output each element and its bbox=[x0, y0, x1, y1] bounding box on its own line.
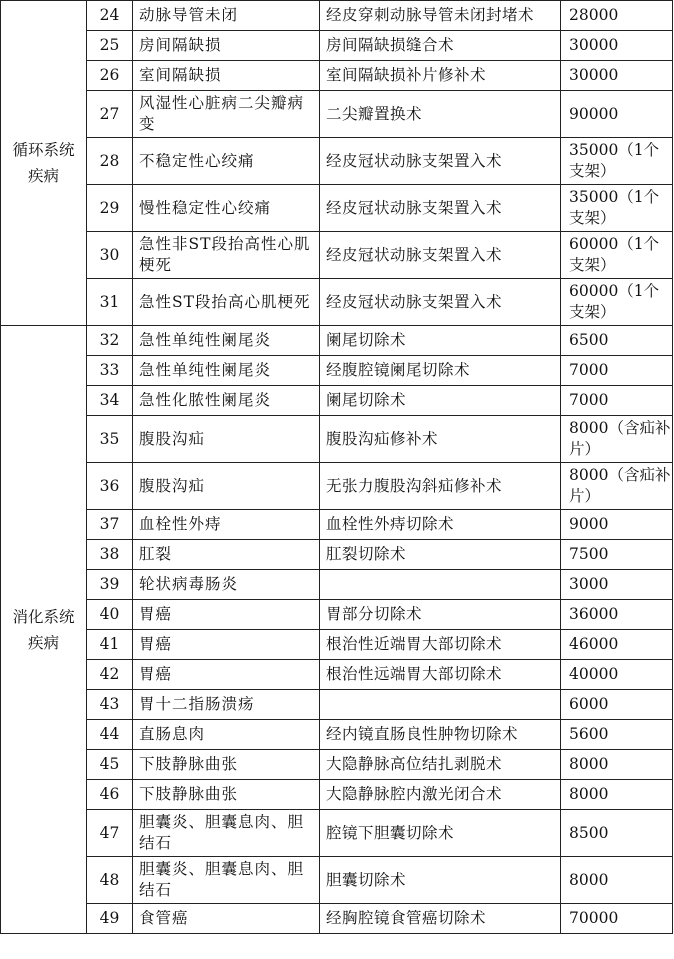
row-number: 37 bbox=[87, 510, 133, 540]
row-number: 38 bbox=[87, 540, 133, 570]
disease-name: 急性单纯性阑尾炎 bbox=[133, 356, 320, 386]
disease-name: 动脉导管未闭 bbox=[133, 1, 320, 31]
procedure-name: 阑尾切除术 bbox=[320, 326, 561, 356]
table-row bbox=[1, 232, 673, 279]
cost-value: 70000 bbox=[561, 904, 673, 934]
table-row bbox=[1, 540, 673, 570]
disease-name: 肛裂 bbox=[133, 540, 320, 570]
cost-value: 36000 bbox=[561, 600, 673, 630]
procedure-name: 根治性远端胃大部切除术 bbox=[320, 660, 561, 690]
disease-name: 下肢静脉曲张 bbox=[133, 780, 320, 810]
disease-name: 胆囊炎、胆囊息肉、胆结石 bbox=[133, 857, 320, 904]
row-number: 24 bbox=[87, 1, 133, 31]
table-row bbox=[1, 570, 673, 600]
cost-value: 3000 bbox=[561, 570, 673, 600]
disease-name: 室间隔缺损 bbox=[133, 61, 320, 91]
disease-name: 血栓性外痔 bbox=[133, 510, 320, 540]
cost-value: 60000（1个支架） bbox=[561, 232, 673, 279]
disease-name: 急性化脓性阑尾炎 bbox=[133, 386, 320, 416]
table-row bbox=[1, 720, 673, 750]
procedure-name bbox=[320, 570, 561, 600]
cost-value: 30000 bbox=[561, 61, 673, 91]
row-number: 35 bbox=[87, 416, 133, 463]
procedure-name: 房间隔缺损缝合术 bbox=[320, 31, 561, 61]
cost-value: 40000 bbox=[561, 660, 673, 690]
disease-name: 房间隔缺损 bbox=[133, 31, 320, 61]
row-number: 45 bbox=[87, 750, 133, 780]
disease-name: 风湿性心脏病二尖瓣病变 bbox=[133, 91, 320, 138]
row-number: 39 bbox=[87, 570, 133, 600]
disease-name: 胆囊炎、胆囊息肉、胆结石 bbox=[133, 810, 320, 857]
cost-value: 90000 bbox=[561, 91, 673, 138]
table-row bbox=[1, 463, 673, 510]
procedure-name: 室间隔缺损补片修补术 bbox=[320, 61, 561, 91]
cost-value: 7000 bbox=[561, 386, 673, 416]
cost-value: 8000（含疝补片） bbox=[561, 416, 673, 463]
cost-value: 30000 bbox=[561, 31, 673, 61]
table-row bbox=[1, 630, 673, 660]
disease-name: 胃癌 bbox=[133, 630, 320, 660]
cost-value: 8000 bbox=[561, 750, 673, 780]
table-row bbox=[1, 904, 673, 934]
row-number: 36 bbox=[87, 463, 133, 510]
row-number: 34 bbox=[87, 386, 133, 416]
procedure-name: 腹股沟疝修补术 bbox=[320, 416, 561, 463]
table-row bbox=[1, 31, 673, 61]
procedure-name: 大隐静脉腔内激光闭合术 bbox=[320, 780, 561, 810]
procedure-name: 经皮冠状动脉支架置入术 bbox=[320, 279, 561, 326]
row-number: 26 bbox=[87, 61, 133, 91]
procedure-name bbox=[320, 690, 561, 720]
cost-value: 7500 bbox=[561, 540, 673, 570]
disease-name: 食管癌 bbox=[133, 904, 320, 934]
procedure-name: 经胸腔镜食管癌切除术 bbox=[320, 904, 561, 934]
procedure-name: 经皮冠状动脉支架置入术 bbox=[320, 232, 561, 279]
cost-value: 8000（含疝补片） bbox=[561, 463, 673, 510]
row-number: 25 bbox=[87, 31, 133, 61]
disease-name: 急性ST段抬高心肌梗死 bbox=[133, 279, 320, 326]
row-number: 43 bbox=[87, 690, 133, 720]
procedure-name: 经皮冠状动脉支架置入术 bbox=[320, 185, 561, 232]
table-row bbox=[1, 780, 673, 810]
table-body bbox=[1, 1, 673, 934]
row-number: 27 bbox=[87, 91, 133, 138]
row-number: 31 bbox=[87, 279, 133, 326]
cost-value: 8000 bbox=[561, 780, 673, 810]
table-row bbox=[1, 279, 673, 326]
table-row bbox=[1, 600, 673, 630]
row-number: 33 bbox=[87, 356, 133, 386]
procedure-name: 胆囊切除术 bbox=[320, 857, 561, 904]
row-number: 30 bbox=[87, 232, 133, 279]
procedure-name: 胃部分切除术 bbox=[320, 600, 561, 630]
table-row bbox=[1, 1, 673, 31]
table-row bbox=[1, 386, 673, 416]
row-number: 32 bbox=[87, 326, 133, 356]
row-number: 29 bbox=[87, 185, 133, 232]
disease-name: 胃癌 bbox=[133, 600, 320, 630]
disease-name: 轮状病毒肠炎 bbox=[133, 570, 320, 600]
category-cell: 循环系统疾病 bbox=[1, 1, 87, 326]
procedure-name: 肛裂切除术 bbox=[320, 540, 561, 570]
cost-value: 8000 bbox=[561, 857, 673, 904]
row-number: 46 bbox=[87, 780, 133, 810]
cost-value: 6000 bbox=[561, 690, 673, 720]
disease-name: 腹股沟疝 bbox=[133, 416, 320, 463]
table-row bbox=[1, 690, 673, 720]
table-row bbox=[1, 326, 673, 356]
disease-name: 慢性稳定性心绞痛 bbox=[133, 185, 320, 232]
procedure-name: 大隐静脉高位结扎剥脱术 bbox=[320, 750, 561, 780]
row-number: 48 bbox=[87, 857, 133, 904]
table-row bbox=[1, 356, 673, 386]
disease-name: 急性非ST段抬高性心肌梗死 bbox=[133, 232, 320, 279]
cost-value: 35000（1个支架） bbox=[561, 185, 673, 232]
disease-name: 下肢静脉曲张 bbox=[133, 750, 320, 780]
procedure-name: 经腹腔镜阑尾切除术 bbox=[320, 356, 561, 386]
category-cell: 消化系统疾病 bbox=[1, 326, 87, 934]
disease-name: 胃癌 bbox=[133, 660, 320, 690]
row-number: 28 bbox=[87, 138, 133, 185]
table-row bbox=[1, 510, 673, 540]
cost-value: 5600 bbox=[561, 720, 673, 750]
row-number: 44 bbox=[87, 720, 133, 750]
disease-name: 直肠息肉 bbox=[133, 720, 320, 750]
procedure-name: 腔镜下胆囊切除术 bbox=[320, 810, 561, 857]
cost-value: 60000（1个支架） bbox=[561, 279, 673, 326]
procedure-name: 经皮穿刺动脉导管未闭封堵术 bbox=[320, 1, 561, 31]
cost-value: 7000 bbox=[561, 356, 673, 386]
cost-value: 28000 bbox=[561, 1, 673, 31]
table-row bbox=[1, 138, 673, 185]
table-row bbox=[1, 416, 673, 463]
cost-value: 46000 bbox=[561, 630, 673, 660]
disease-name: 腹股沟疝 bbox=[133, 463, 320, 510]
cost-value: 8500 bbox=[561, 810, 673, 857]
row-number: 49 bbox=[87, 904, 133, 934]
procedure-name: 血栓性外痔切除术 bbox=[320, 510, 561, 540]
row-number: 41 bbox=[87, 630, 133, 660]
cost-value: 6500 bbox=[561, 326, 673, 356]
procedure-name: 经内镜直肠良性肿物切除术 bbox=[320, 720, 561, 750]
disease-name: 胃十二指肠溃疡 bbox=[133, 690, 320, 720]
procedure-name: 二尖瓣置换术 bbox=[320, 91, 561, 138]
cost-value: 35000（1个支架） bbox=[561, 138, 673, 185]
cost-value: 9000 bbox=[561, 510, 673, 540]
table-row bbox=[1, 61, 673, 91]
row-number: 47 bbox=[87, 810, 133, 857]
row-number: 42 bbox=[87, 660, 133, 690]
table-row bbox=[1, 810, 673, 857]
table-row bbox=[1, 750, 673, 780]
table-row bbox=[1, 660, 673, 690]
disease-name: 不稳定性心绞痛 bbox=[133, 138, 320, 185]
table-row bbox=[1, 185, 673, 232]
table-row bbox=[1, 857, 673, 904]
disease-name: 急性单纯性阑尾炎 bbox=[133, 326, 320, 356]
procedure-name: 无张力腹股沟斜疝修补术 bbox=[320, 463, 561, 510]
procedure-name: 根治性近端胃大部切除术 bbox=[320, 630, 561, 660]
procedure-name: 阑尾切除术 bbox=[320, 386, 561, 416]
table-row bbox=[1, 91, 673, 138]
row-number: 40 bbox=[87, 600, 133, 630]
procedure-name: 经皮冠状动脉支架置入术 bbox=[320, 138, 561, 185]
